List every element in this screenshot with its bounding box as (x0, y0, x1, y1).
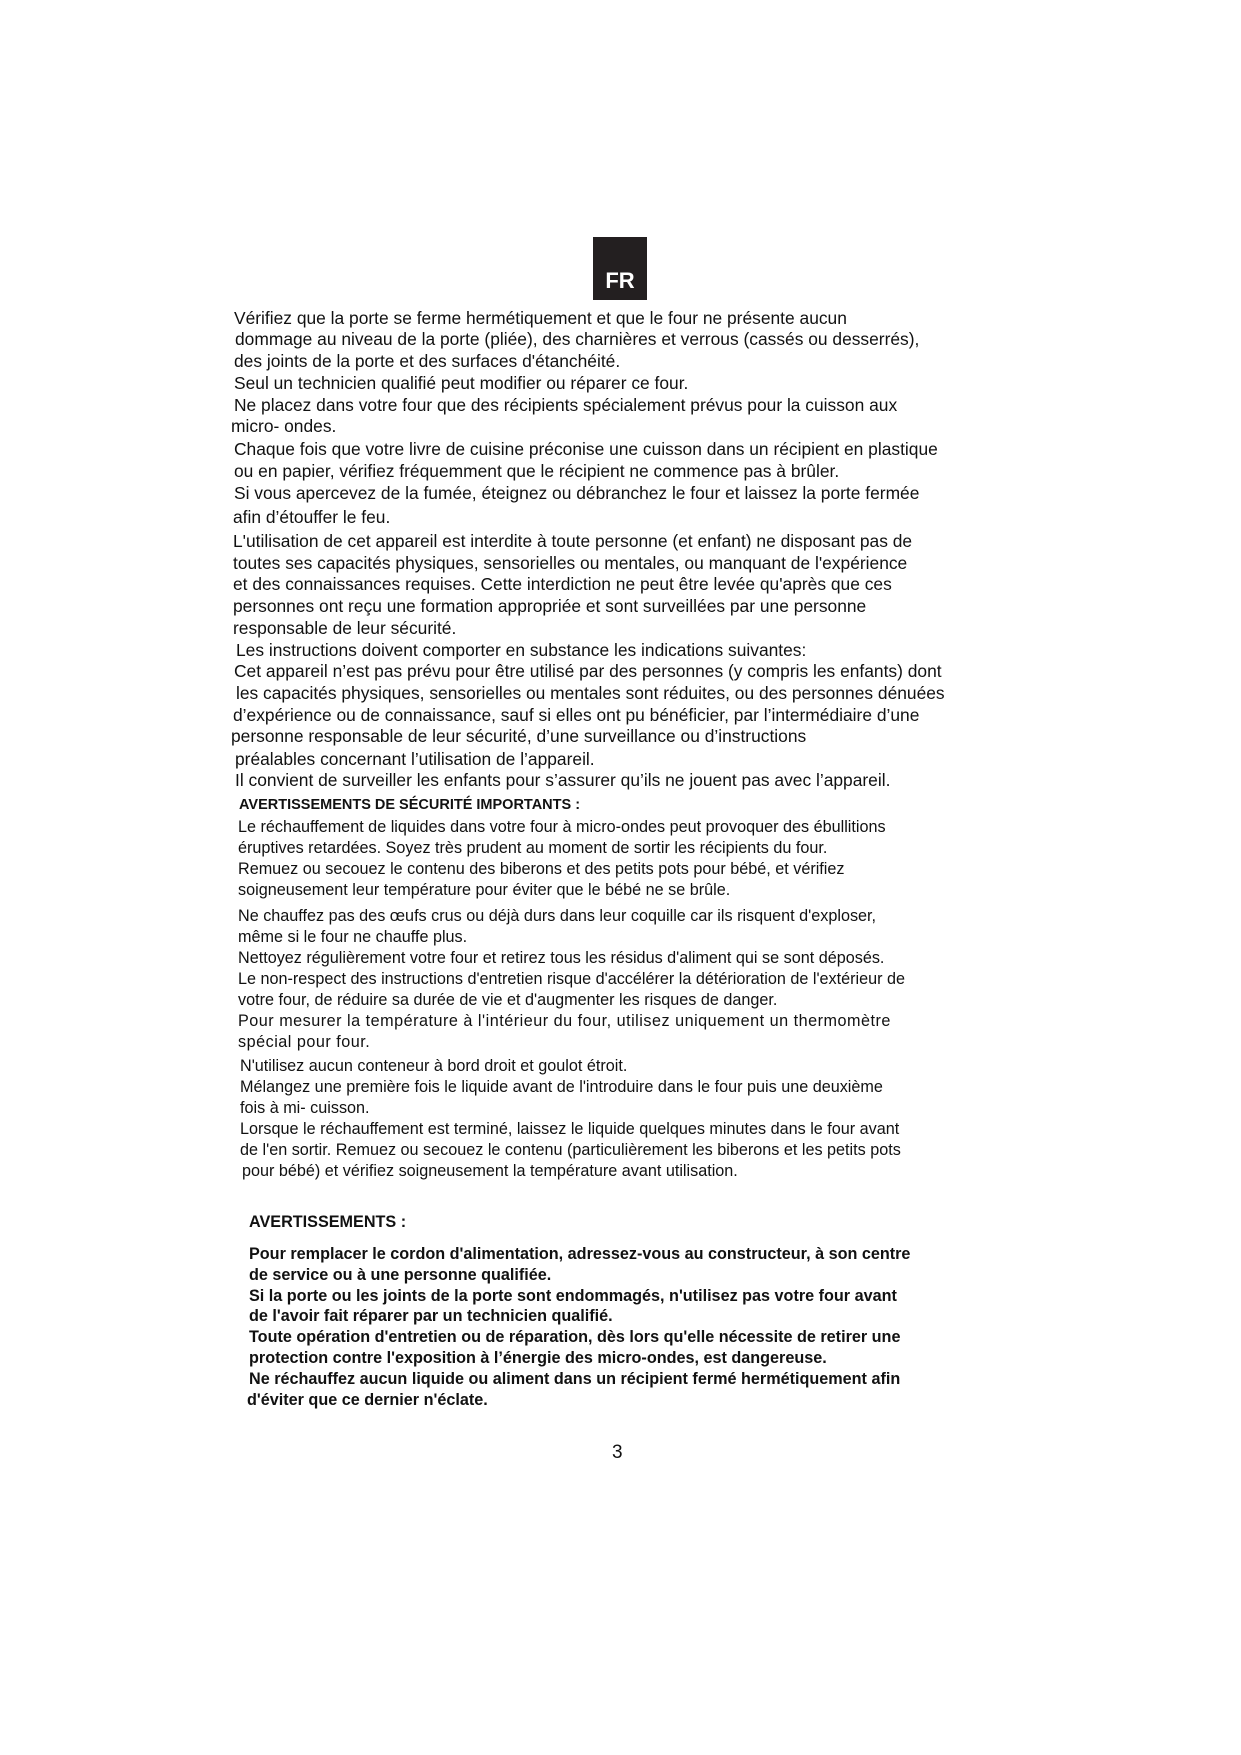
text-line: Ne réchauffez aucun liquide ou aliment dans un récipient fermé hermétiquement afin (249, 1370, 901, 1388)
text-line: de l'en sortir. Remuez ou secouez le contenu (particulièrement les biberons et les petits pots (240, 1141, 901, 1159)
text-line: les capacités physiques, sensorielles ou mentales sont réduites, ou des personnes dénuées (236, 683, 945, 703)
text-line: Si la porte ou les joints de la porte sont endommagés, n'utilisez pas votre four avant (249, 1287, 897, 1305)
text-line: ou en papier, vérifiez fréquemment que le récipient ne commence pas à brûler. (234, 461, 840, 481)
text-line: Pour remplacer le cordon d'alimentation, adressez-vous au constructeur, à son centre (249, 1245, 911, 1263)
text-line: Vérifiez que la porte se ferme hermétiquement et que le four ne présente aucun (234, 308, 847, 328)
text-line: toutes ses capacités physiques, sensorielles ou mentales, ou manquant de l'expérience (233, 553, 908, 573)
text-line: Le réchauffement de liquides dans votre four à micro-ondes peut provoquer des ébullitions (238, 818, 886, 836)
text-line: Mélangez une première fois le liquide avant de l'introduire dans le four puis une deuxième (240, 1078, 883, 1096)
language-badge: FR (593, 237, 647, 300)
text-line: dommage au niveau de la porte (pliée), des charnières et verrous (cassés ou desserrés), (235, 329, 920, 349)
safety-warnings-heading: AVERTISSEMENTS DE SÉCURITÉ IMPORTANTS : (239, 797, 581, 813)
text-line: Il convient de surveiller les enfants pour s’assurer qu’ils ne jouent pas avec l’appareil. (235, 770, 891, 790)
text-line: afin d’étouffer le feu. (233, 507, 391, 527)
text-line: Le non-respect des instructions d'entretien risque d'accélérer la détérioration de l'extérieur de (238, 970, 906, 988)
text-line: protection contre l'exposition à l’énergie des micro-ondes, est dangereuse. (249, 1349, 827, 1367)
text-line: d’expérience ou de connaissance, sauf si elles ont pu bénéficier, par l’intermédiaire d’une (233, 705, 920, 725)
text-line: responsable de leur sécurité. (233, 618, 457, 638)
text-line: Nettoyez régulièrement votre four et retirez tous les résidus d'aliment qui se sont déposés. (238, 949, 885, 967)
text-line: pour bébé) et vérifiez soigneusement la température avant utilisation. (242, 1162, 738, 1180)
text-line: micro- ondes. (231, 416, 337, 436)
text-line: N'utilisez aucun conteneur à bord droit et goulot étroit. (240, 1057, 628, 1075)
text-line: de l'avoir fait réparer par un technicien qualifié. (249, 1307, 613, 1325)
text-line: Ne chauffez pas des œufs crus ou déjà durs dans leur coquille car ils risquent d'exploser, (238, 907, 877, 925)
text-line: Ne placez dans votre four que des récipients spécialement prévus pour la cuisson aux (234, 395, 898, 415)
text-line: fois à mi- cuisson. (240, 1099, 370, 1117)
page-number: 3 (612, 1442, 623, 1463)
text-line: Les instructions doivent comporter en substance les indications suivantes: (236, 640, 807, 660)
text-line: Remuez ou secouez le contenu des biberons et des petits pots pour bébé, et vérifiez (238, 860, 845, 878)
text-line: et des connaissances requises. Cette interdiction ne peut être levée qu'après que ces (233, 574, 892, 594)
text-line: éruptives retardées. Soyez très prudent au moment de sortir les récipients du four. (238, 839, 828, 857)
text-line: préalables concernant l’utilisation de l’appareil. (235, 749, 595, 769)
text-line: même si le four ne chauffe plus. (238, 928, 468, 946)
text-line: Chaque fois que votre livre de cuisine préconise une cuisson dans un récipient en plastique (234, 439, 938, 459)
text-line: personnes ont reçu une formation appropriée et sont surveillées par une personne (233, 596, 867, 616)
text-line: soigneusement leur température pour éviter que le bébé ne se brûle. (238, 881, 731, 899)
text-line: Toute opération d'entretien ou de réparation, dès lors qu'elle nécessite de retirer une (249, 1328, 901, 1346)
text-line: Seul un technicien qualifié peut modifier ou réparer ce four. (234, 373, 689, 393)
text-line: Pour mesurer la température à l'intérieur du four, utilisez uniquement un thermomètre (238, 1012, 891, 1030)
text-line: L'utilisation de cet appareil est interdite à toute personne (et enfant) ne disposant pas de (233, 531, 913, 551)
text-line: spécial pour four. (238, 1033, 371, 1051)
text-line: Cet appareil n’est pas prévu pour être utilisé par des personnes (y compris les enfants) dont (234, 661, 942, 681)
text-line: Si vous apercevez de la fumée, éteignez ou débranchez le four et laissez la porte fermée (234, 483, 920, 503)
warnings-heading: AVERTISSEMENTS : (249, 1213, 407, 1231)
text-line: de service ou à une personne qualifiée. (249, 1266, 552, 1284)
text-line: d'éviter que ce dernier n'éclate. (247, 1391, 488, 1409)
text-line: personne responsable de leur sécurité, d’une surveillance ou d’instructions (231, 726, 807, 746)
text-line: votre four, de réduire sa durée de vie et d'augmenter les risques de danger. (238, 991, 778, 1009)
text-line: Lorsque le réchauffement est terminé, laissez le liquide quelques minutes dans le four avant (240, 1120, 900, 1138)
text-line: des joints de la porte et des surfaces d'étanchéité. (234, 351, 621, 371)
